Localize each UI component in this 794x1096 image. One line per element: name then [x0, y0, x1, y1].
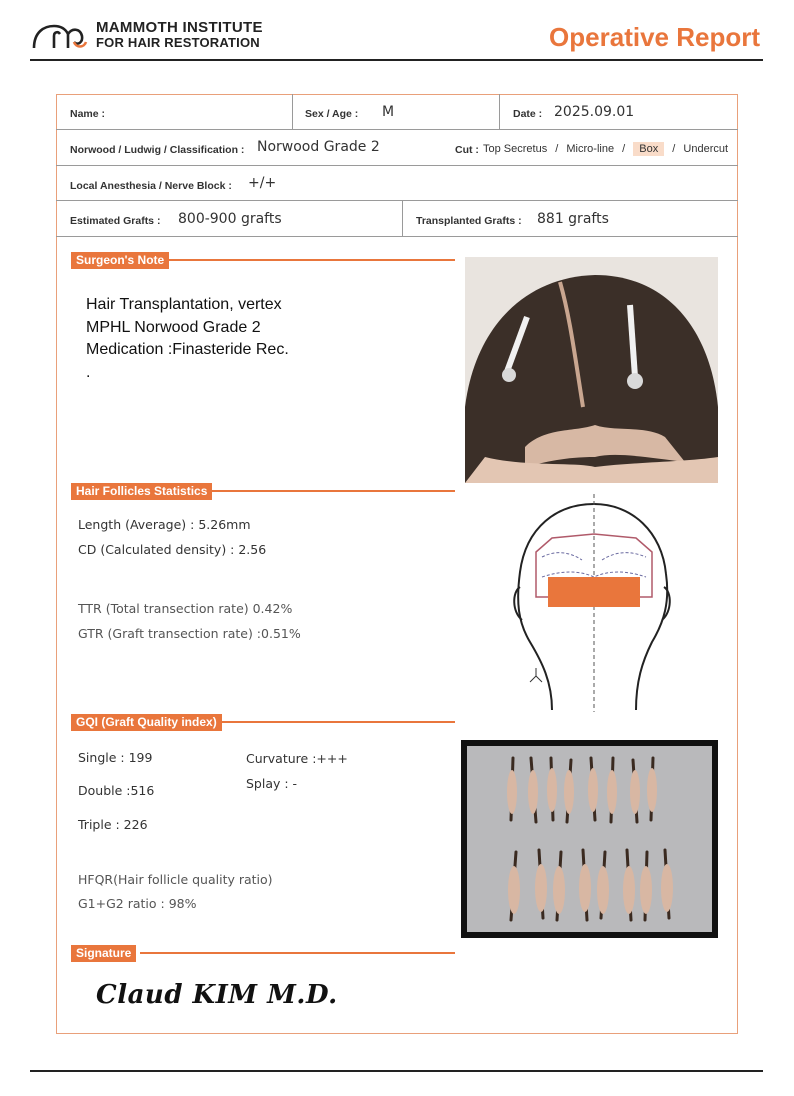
section-rule	[165, 259, 455, 261]
vertex-photo	[465, 257, 718, 483]
estimated-grafts-label: Estimated Grafts :	[70, 215, 161, 227]
signature-title: Signature	[71, 945, 136, 962]
anesthesia-label: Local Anesthesia / Nerve Block :	[70, 180, 232, 192]
cell-divider	[292, 94, 293, 129]
cell-divider	[499, 94, 500, 129]
classification-value[interactable]: Norwood Grade 2	[257, 139, 380, 155]
cut-option-top-secretus[interactable]: Top Secretus	[483, 143, 548, 155]
stat-cd: CD (Calculated density) : 2.56	[78, 542, 267, 557]
stat-length: Length (Average) : 5.26mm	[78, 517, 251, 532]
note-line: MPHL Norwood Grade 2	[86, 318, 261, 336]
report-title: Operative Report	[549, 22, 760, 52]
mammoth-logo-icon	[30, 18, 90, 52]
stat-gtr: GTR (Graft transection rate) :0.51%	[78, 626, 301, 641]
follicle-stats-title: Hair Follicles Statistics	[71, 483, 212, 500]
surgeons-note-title: Surgeon's Note	[71, 252, 169, 269]
cut-option-micro-line[interactable]: Micro-line	[566, 143, 615, 155]
transplanted-grafts-value[interactable]: 881 grafts	[537, 211, 609, 227]
stat-ttr: TTR (Total transection rate) 0.42%	[78, 601, 293, 616]
grafts-photo	[461, 740, 718, 938]
transplanted-grafts-label: Transplanted Grafts :	[416, 215, 522, 227]
form-row-name	[56, 94, 738, 130]
note-line: .	[86, 363, 91, 381]
org-name-line1: MAMMOTH INSTITUTE	[96, 19, 263, 36]
gqi-double: Double :516	[78, 783, 155, 798]
sex-age-value[interactable]: M	[382, 104, 395, 120]
cut-separator: /	[622, 143, 626, 155]
cell-divider	[402, 201, 403, 236]
cut-separator: /	[555, 143, 559, 155]
gqi-single: Single : 199	[78, 750, 153, 765]
anesthesia-value[interactable]: +/+	[248, 175, 277, 191]
gqi-curvature: Curvature :+++	[246, 751, 348, 766]
date-label: Date :	[513, 108, 543, 120]
footer-divider	[30, 1070, 763, 1072]
cut-options	[483, 143, 728, 155]
note-line: Medication :Finasteride Rec.	[86, 341, 289, 358]
gqi-hfqr: HFQR(Hair follicle quality ratio)	[78, 872, 273, 887]
sex-age-label: Sex / Age :	[305, 108, 359, 120]
gqi-title: GQI (Graft Quality index)	[71, 714, 222, 731]
section-rule	[140, 952, 455, 954]
cut-option-undercut[interactable]: Undercut	[683, 143, 729, 155]
name-label: Name :	[70, 108, 106, 120]
classification-label: Norwood / Ludwig / Classification :	[70, 144, 245, 156]
org-name	[96, 20, 263, 50]
gqi-triple: Triple : 226	[78, 817, 148, 832]
estimated-grafts-value[interactable]: 800-900 grafts	[178, 211, 282, 227]
signature-name: Claud KIM M.D.	[96, 980, 338, 1010]
header-divider	[30, 59, 763, 61]
cut-separator: /	[672, 143, 676, 155]
gqi-splay: Splay : -	[246, 776, 298, 791]
note-line: Hair Transplantation, vertex	[86, 296, 282, 313]
cut-label: Cut :	[455, 144, 479, 156]
gqi-g1g2: G1+G2 ratio : 98%	[78, 896, 197, 911]
cut-option-box-selected[interactable]: Box	[633, 142, 664, 156]
head-diagram	[512, 492, 672, 714]
section-rule	[210, 490, 455, 492]
section-rule	[220, 721, 455, 723]
surgeons-note-body	[86, 294, 289, 384]
date-value[interactable]: 2025.09.01	[554, 104, 635, 120]
org-name-line2: FOR HAIR RESTORATION	[96, 35, 260, 50]
